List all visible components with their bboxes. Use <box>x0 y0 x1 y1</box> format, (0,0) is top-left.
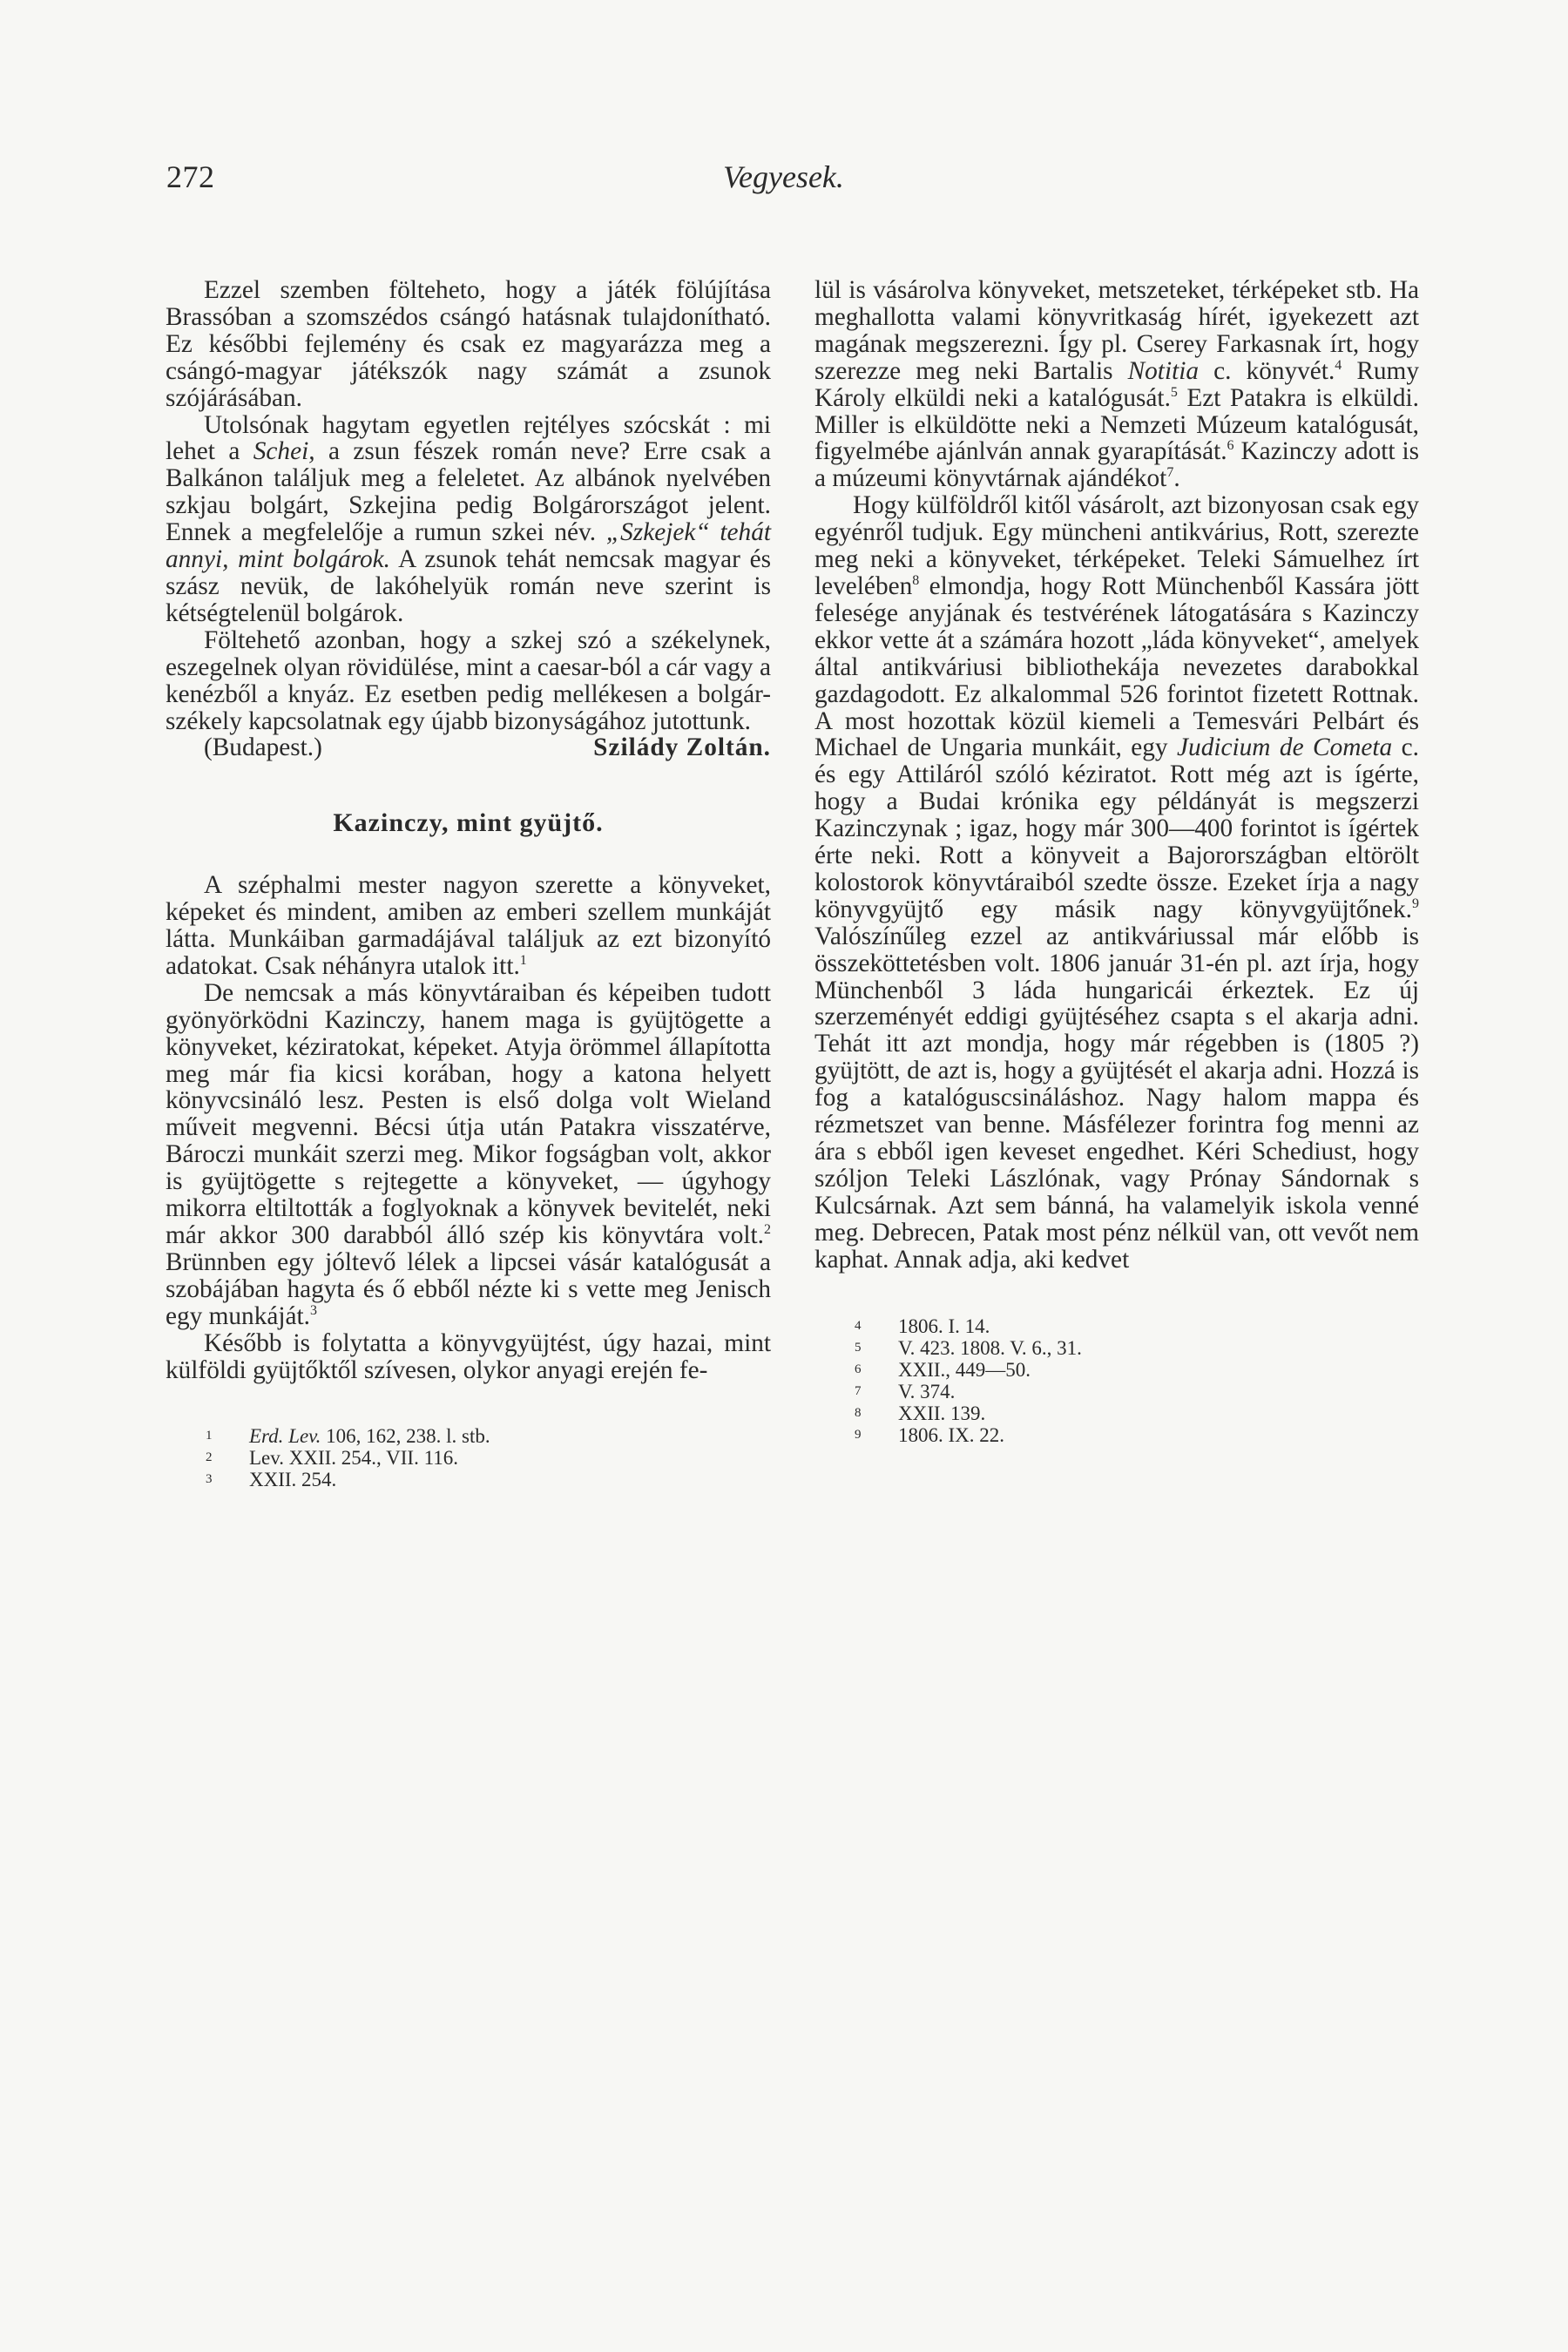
footnote-number: 5 <box>855 1340 862 1355</box>
paragraph <box>814 492 1419 1273</box>
footnote <box>814 1315 1419 1337</box>
footnote-number: 3 <box>206 1472 213 1487</box>
paragraph: Később is folytatta a könyvgyüjtést, úgy hazai, mint külföldi gyüjtőktől szívesen, olykor anyagi erején fe- <box>166 1328 771 1384</box>
footnote <box>814 1402 1419 1424</box>
footnote-text: XXII., 449—50. <box>898 1358 1031 1381</box>
footnote-number: 6 <box>855 1362 862 1376</box>
italic-title: Judicium de Cometa <box>1177 733 1393 762</box>
footnote-text: 1806. I. 14. <box>898 1315 990 1337</box>
text-run: Hogy külföldről kitől vásárolt, azt bizonyosan csak egy egyénről tudjuk. Egy müncheni antikvárius, Rott, szerezte meg neki a könyveket, térképeket. Teleki Sámuelhez írt levelében <box>814 491 1419 600</box>
signature-line <box>166 734 771 761</box>
footnote-italic: Erd. Lev. <box>249 1425 321 1448</box>
paragraph: Föltehető azonban, hogy a szkej szó a székelynek, eszegelnek olyan rövidülése, mint a caesar-ból a cár vagy a kenézből a knyáz. Ez esetben pedig mellékesen a bolgár-székely kapcsolatnak egy újabb bizonyságához jutottunk. <box>166 625 771 735</box>
footnote-ref: 5 <box>1170 384 1178 400</box>
footnote <box>814 1424 1419 1446</box>
text-run: lül is vásárolva könyveket, metszeteket, térképeket stb. Ha meghallotta valami könyvritkaság hírét, igyekezett azt magának megszerezni. Így pl. Cserey Farkasnak írt, hogy szerezze meg neki Bartalis <box>814 276 1419 385</box>
footnote-number: 2 <box>206 1450 213 1465</box>
footnote <box>166 1447 771 1469</box>
italic-term: Schei, <box>253 437 315 466</box>
text-run: elmondja, hogy Rott Münchenből Kassára jött felesége anyjának és testvérének látogatására s Kazinczy ekkor vette át a számára hozott „láda könyveket“, amelyek által antikváriusi bibliothekája nevezetes darabokkal gazdagodott. Ez alkalommal 526 forintot fizetett Rottnak. A most hozottak közül kiemeli a Temesvári Pelbárt és Michael de Ungaria munkáit, egy <box>814 571 1419 762</box>
footnote-number: 4 <box>855 1318 862 1333</box>
right-column <box>814 277 1419 1446</box>
footnote-text: V. 374. <box>898 1380 956 1402</box>
footnote <box>814 1337 1419 1359</box>
footnote-number: 9 <box>855 1427 862 1442</box>
footnotes-left <box>166 1425 771 1490</box>
footnote-text: 1806. IX. 22. <box>898 1423 1005 1446</box>
footnotes-right <box>814 1315 1419 1446</box>
place: (Budapest.) <box>204 733 322 762</box>
author: Szilády Zoltán. <box>593 733 771 762</box>
text-run: De nemcsak a más könyvtáraiban és képeiben tudott gyönyörködni Kazinczy, hanem maga is gyüjtögette a könyveket, kéziratokat, képeket. Atyja örömmel állapította meg már fia kicsi korában, hogy a katona helyett könyvcsináló lesz. Pesten is első dolga volt Wieland műveit megvenni. Bécsi útja után Patakra visszatérve, Bároczi munkáit szerzi meg. Mikor fogságban volt, akkor is gyüjtögette s rejtegette a könyveket, — úgyhogy mikorra eltiltották a foglyoknak a könyvek bevitelét, neki már akkor 300 darabból álló szép kis könyvtára volt. <box>166 978 771 1249</box>
text-run: . <box>1173 464 1180 493</box>
text-run: a zsun fészek román neve? Erre csak a Balkánon találjuk meg a feleletet. Az albánok nyelvében szkjau bolgárt, Szkejina pedig Bolgárországot jelent. Ennek a megfelelője a rumun szkei név. <box>166 437 771 547</box>
text-run: Ezt Patakra is elküldi. Miller is elküldötte neki a Nemzeti Múzeum katalógusát, figyelmébe ajánlván annak gyarapítását. <box>814 383 1419 466</box>
footnote-ref: 8 <box>912 573 920 589</box>
footnote-text <box>249 1425 490 1447</box>
text-run: A zsunok tehát nemcsak magyar és szász nevük, de lakóhelyük román neve szerint is kétségtelenül bolgárok. <box>166 545 771 627</box>
footnote <box>814 1359 1419 1381</box>
text-run: c. könyvét. <box>1199 356 1335 385</box>
left-column <box>166 277 771 1490</box>
paragraph: Ezzel szemben fölteheto, hogy a játék fölújítása Brassóban a szomszédos csángó hatásnak tulajdonítható. Ez későbbi fejlemény és csak ez magyarázza meg a csángó-magyar játékszók nagy számát a zsunok szójárásában. <box>166 276 771 412</box>
text-run: Utolsónak hagytam egyetlen rejtélyes szócskát : mi lehet a <box>166 410 771 466</box>
italic-title: Notitia <box>1127 356 1200 385</box>
paragraph <box>166 872 771 980</box>
footnote-ref: 7 <box>1166 465 1174 481</box>
footnote-ref: 9 <box>1412 896 1419 912</box>
footnote-text: V. 423. 1808. V. 6., 31. <box>898 1336 1082 1359</box>
footnote-ref: 2 <box>764 1222 771 1238</box>
italic-quote: „Szkejek“ tehát annyi, mint bolgárok. <box>166 518 771 574</box>
text-run: Brünnben egy jóltevő lélek a lipcsei vásár katalógusát a szobájában hagyta és ő ebből nézte ki s vette meg Jenisch egy munkáját. <box>166 1247 771 1330</box>
footnote <box>166 1469 771 1490</box>
footnote-text: XXII. 139. <box>898 1402 986 1424</box>
section-title: Kazinczy, mint gyüjtő. <box>333 808 604 838</box>
paragraph <box>814 277 1419 492</box>
footnote-number: 1 <box>206 1429 213 1443</box>
footnote <box>814 1381 1419 1402</box>
text-run: Kazinczy adott is a múzeumi könyvtárnak ajándékot <box>814 437 1419 493</box>
text-run: Valószínűleg ezzel az antikváriussal már előbb is összeköttetésben volt. 1806 január 31-én pl. azt írja, hogy Münchenből 3 láda hungaricái érkeztek. Ez új szerzeményét eddigi gyüjtéséhez csapta s el akarja adni. Tehát itt azt mondja, hogy már régebben is (1805 ?) gyüjtött, de azt is, hogy a gyüjtését el akarja adni. Hozzá is fog a katalóguscsináláshoz. Nagy halom mappa és rézmetszet van benne. Másfélezer forintra fog menni az ára s ebből igen keveset engedhet. Kéri Schediust, hogy szóljon Teleki Lászlónak, vagy Prónay Sándornak s Kulcsárnak. Azt sem bánná, ha valamelyik iskola venné meg. Debrecen, Patak most pénz nélkül van, ott vevőt nem kaphat. Annak adja, aki kedvet <box>814 922 1419 1274</box>
page-number: 272 <box>166 159 215 194</box>
text-run: Rumy Károly elküldi neki a katalógusát. <box>814 356 1419 412</box>
footnote-number: 8 <box>855 1405 862 1420</box>
footnote-ref: 4 <box>1335 357 1342 373</box>
footnote-text: XXII. 254. <box>249 1469 337 1491</box>
footnote-ref: 3 <box>309 1302 317 1318</box>
paragraph <box>166 412 771 627</box>
footnote-number: 7 <box>855 1383 862 1398</box>
text-run: c. és egy Attiláról szóló kéziratot. Rott még azt is ígérte, hogy a Budai krónika egy példányát is megszerzi Kazinczynak ; igaz, hogy már 300—400 forintot is ígértek érte neki. Rott a könyveit a Bajorországban eltörölt kolostorok könyvtáraiból szedte össze. Ezeket írja a nagy könyvgyüjtő egy másik nagy könyvgyüjtőnek. <box>814 733 1419 923</box>
footnote-ref: 1 <box>519 953 527 969</box>
footnote-text: Lev. XXII. 254., VII. 116. <box>249 1447 458 1470</box>
text-run: A széphalmi mester nagyon szerette a könyveket, képeket és mindent, amiben az emberi szellem munkáját látta. Munkáiban garmadájával találjuk az ezt bizonyító adatokat. Csak néhányra utalok itt. <box>166 871 771 980</box>
running-head: Vegyesek. <box>723 159 844 194</box>
footnote-run: 106, 162, 238. l. stb. <box>321 1425 490 1448</box>
paragraph <box>166 980 771 1330</box>
footnote <box>166 1425 771 1447</box>
footnote-ref: 6 <box>1227 438 1234 454</box>
